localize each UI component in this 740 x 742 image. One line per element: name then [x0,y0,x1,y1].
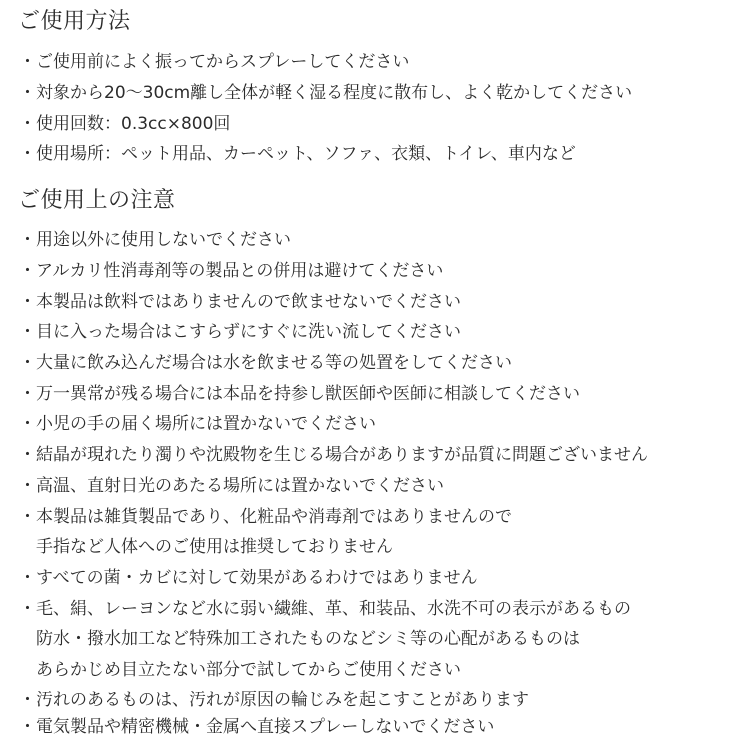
bullet-mark: ・ [19,599,36,619]
bullet-mark: ・ [19,261,36,281]
bullet-mark: ・ [19,353,36,373]
bullet-mark: ・ [19,717,36,737]
caution-item-text: 結晶が現れたり濁りや沈殿物を生じる場合がありますが品質に問題ございません [36,445,648,465]
caution-item-text: 本製品は飲料ではありませんので飲ませないでください [36,292,461,312]
caution-item-text: すべての菌・カビに対して効果があるわけではありません [36,568,478,588]
caution-item-text: 大量に飲み込んだ場合は水を飲ませる等の処置をしてください [36,353,512,373]
caution-item-text: 防水・撥水加工など特殊加工されたものなどシミ等の心配があるものは [36,629,580,649]
usage-heading: ご使用方法 [18,9,131,34]
caution-item-text: あらかじめ目立たない部分で試してからご使用ください [36,660,461,680]
caution-item-text: 目に入った場合はこすらずにすぐに洗い流してください [36,322,461,342]
bullet-mark: ・ [19,690,36,710]
bullet-mark: ・ [19,52,36,72]
usage-item-text: ご使用前によく振ってからスプレーしてください [36,52,410,72]
usage-item-text: 使用場所：ペット用品、カーペット、ソファ、衣類、トイレ、車内など [36,144,576,164]
bullet-mark: ・ [19,568,36,588]
caution-item-text: 毛、絹、レーヨンなど水に弱い繊維、革、和装品、水洗不可の表示があるもの [36,599,631,619]
bullet-mark: ・ [19,292,36,312]
caution-item-text: 手指など人体へのご使用は推奨しておりません [36,537,393,557]
bullet-mark: ・ [19,83,36,103]
bullet-mark: ・ [19,230,36,250]
bullet-mark: ・ [19,114,36,134]
usage-item-text: 対象から20〜30cm離し全体が軽く湿る程度に散布し、よく乾かしてください [36,83,633,103]
bullet-mark: ・ [19,507,36,527]
caution-item-text: 本製品は雑貨製品であり、化粧品や消毒剤ではありませんので [36,507,512,527]
bullet-mark: ・ [19,445,36,465]
caution-item-text: 小児の手の届く場所には置かないでください [36,414,376,434]
bullet-mark: ・ [19,414,36,434]
caution-item-text: 高温、直射日光のあたる場所には置かないでください [36,476,444,496]
caution-item-text: 万一異常が残る場合には本品を持参し獣医師や医師に相談してください [36,384,580,404]
bullet-mark: ・ [19,384,36,404]
bullet-mark: ・ [19,144,36,164]
bullet-mark: ・ [19,322,36,342]
caution-item-text: 用途以外に使用しないでください [36,230,291,250]
usage-item-text: 使用回数：0.3cc×800回 [36,114,231,134]
caution-item-text: 汚れのあるものは、汚れが原因の輪じみを起こすことがあります [36,690,529,710]
caution-item-text: アルカリ性消毒剤等の製品との併用は避けてください [36,261,444,281]
cautions-heading: ご使用上の注意 [18,188,176,213]
bullet-mark: ・ [19,476,36,496]
caution-item-text: 電気製品や精密機械・金属へ直接スプレーしないでください [36,717,495,737]
